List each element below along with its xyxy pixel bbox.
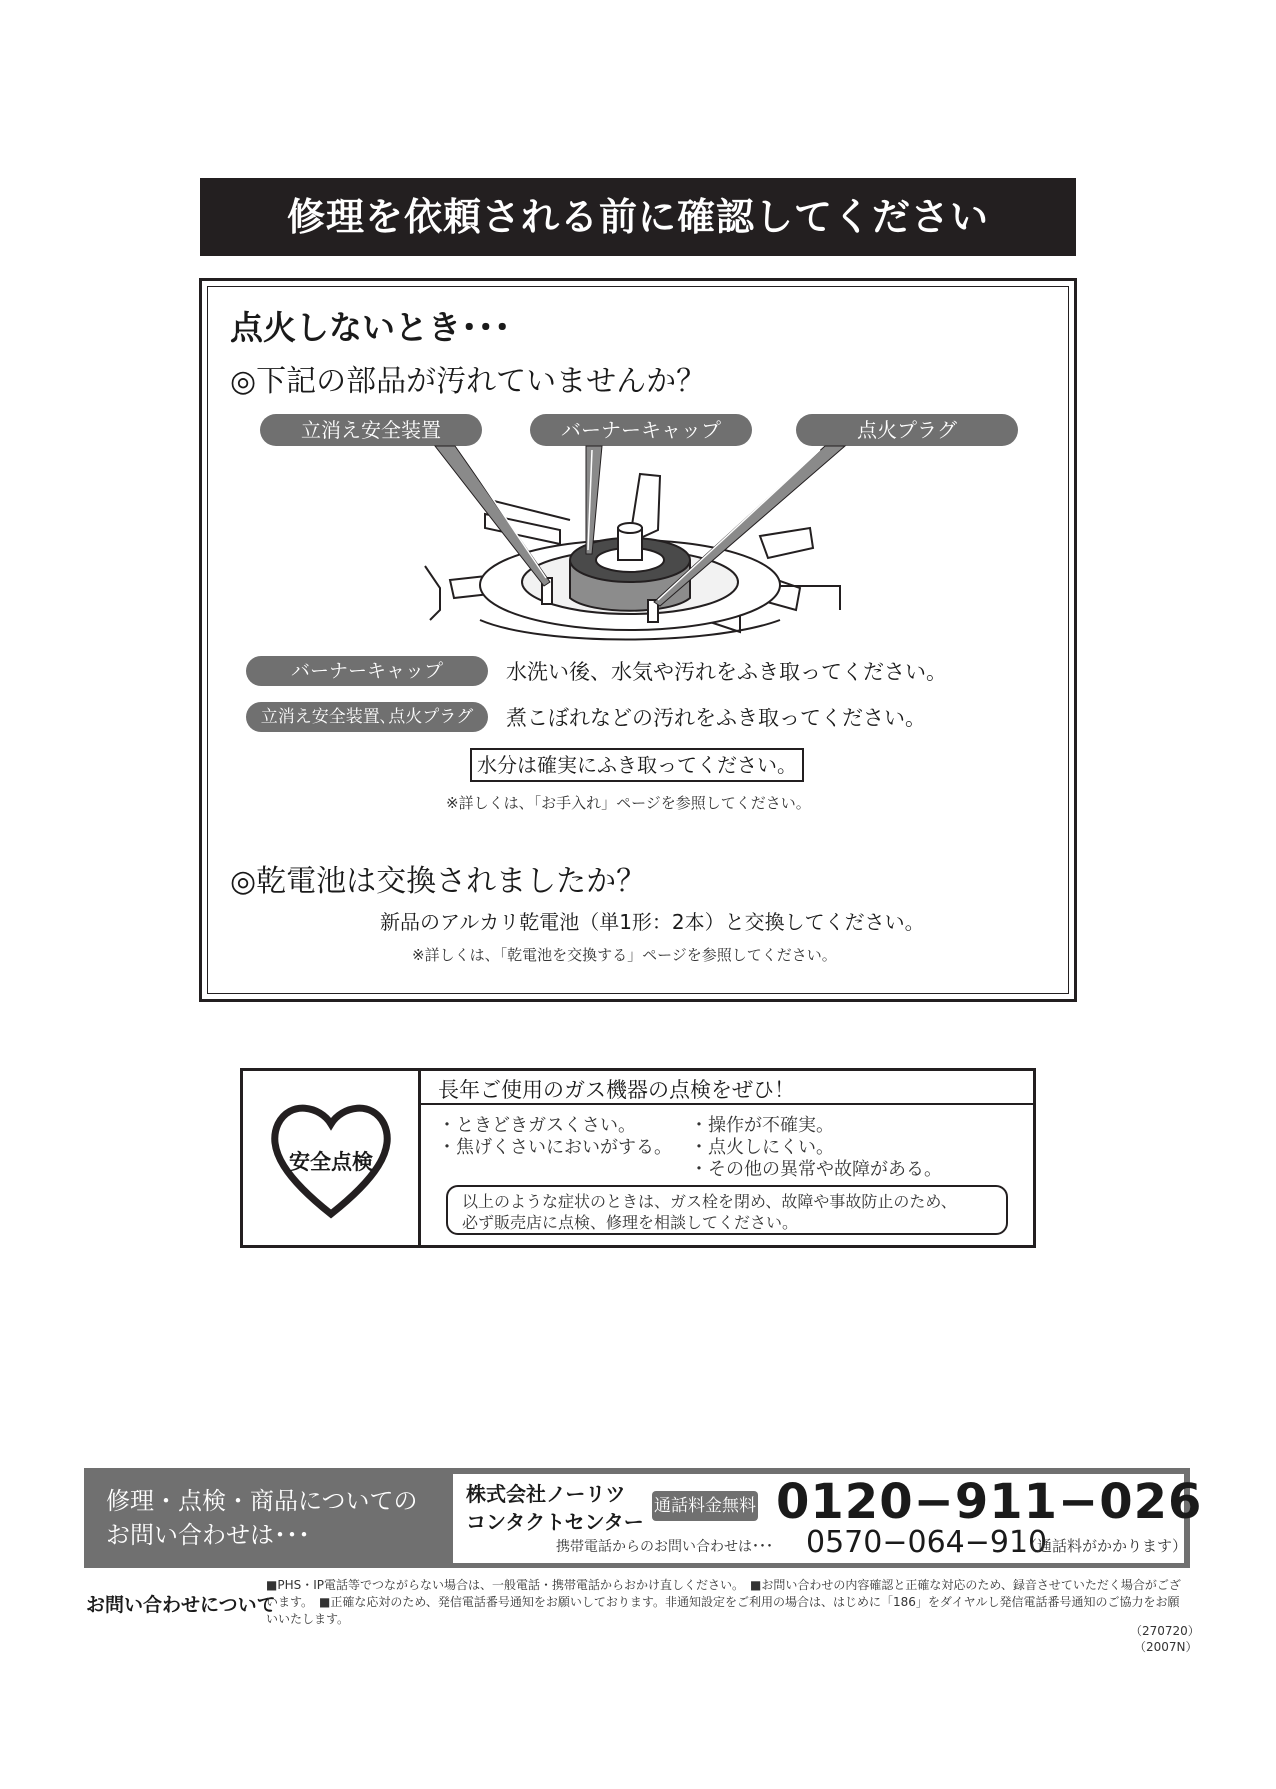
row-label-burner-cap: バーナーキャップ: [246, 656, 488, 686]
symptom-unreliable-operation: ・操作が不確実。: [690, 1115, 834, 1136]
document-code-2: （2007N）: [1134, 1640, 1198, 1654]
contact-heading-line-2: お問い合わせは･･･: [106, 1521, 310, 1549]
battery-instruction: 新品のアルカリ乾電池（単1形：2本）と交換してください。: [380, 910, 925, 934]
mobile-charge-note: （通話料がかかります）: [1022, 1537, 1188, 1555]
row-text-burner-cap: 水洗い後、水気や汚れをふき取ってください。: [506, 660, 947, 684]
safety-advice-box: [446, 1185, 1008, 1235]
no-ignition-heading: 点火しないとき･･･: [230, 308, 511, 347]
company-name-line-1: 株式会社ノーリツ: [466, 1482, 626, 1506]
contact-notes: ■PHS・IP電話等でつながらない場合は、一般電話・携帯電話からおかけ直しください。 ■お問い合わせの内容確認と正確な対応のため、録音させていただく場合がございます。 ■正確な応対のため、発信電話番号通知をお願いしております。非通知設定をご利用の場合は、はじめに「186」をダイヤルし発信電話番号通知のご協力をお願いいたします。: [266, 1578, 1181, 1626]
contact-heading-line-1: 修理・点検・商品についての: [106, 1487, 418, 1515]
document-code-1: （270720）: [1130, 1624, 1200, 1638]
safety-icon-label: 安全点検: [289, 1150, 373, 1174]
callout-burner-cap-label: バーナーキャップ: [561, 418, 721, 442]
callout-flame-safety-label: 立消え安全装置: [301, 418, 441, 442]
contact-about-label: お問い合わせについて: [86, 1594, 276, 1616]
burner-illustration: [240, 410, 1040, 650]
company-name: [466, 1480, 644, 1536]
care-page-note: ※詳しくは、「お手入れ」ページを参照してください。: [446, 794, 811, 812]
page-title: 修理を依頼される前に確認してください: [200, 178, 1076, 256]
callout-ignition-plug-label: 点火プラグ: [857, 418, 957, 442]
moisture-warning-box: 水分は確実にふき取ってください。: [470, 748, 804, 782]
dirty-parts-question: ◎下記の部品が汚れていませんか？: [230, 364, 707, 399]
safety-advice-line-1: 以上のような症状のときは、ガス栓を閉め、故障や事故防止のため、: [462, 1192, 957, 1211]
safety-title: 長年ご使用のガス機器の点検をぜひ！: [438, 1078, 795, 1102]
symptom-hard-ignition: ・点火しにくい。: [690, 1137, 834, 1158]
contact-banner-heading: [106, 1484, 418, 1552]
company-name-line-2: コンタクトセンター: [466, 1510, 644, 1534]
mobile-phone-number[interactable]: 0570−064−910: [806, 1525, 1048, 1560]
symptom-burning-smell: ・焦げくさいにおいがする。: [438, 1137, 672, 1158]
symptom-gas-smell: ・ときどきガスくさい。: [438, 1115, 636, 1136]
toll-free-phone-number[interactable]: 0120−911−026: [776, 1474, 1203, 1530]
symptom-other-fault: ・その他の異常や故障がある。: [690, 1159, 942, 1180]
safety-box-divider: [418, 1071, 421, 1245]
battery-question: ◎乾電池は交換されましたか？: [230, 864, 647, 899]
safety-advice-line-2: 必ず販売店に点検、修理を相談してください。: [462, 1213, 799, 1232]
row-text-safety-plug: 煮こぼれなどの汚れをふき取ってください。: [506, 706, 926, 730]
battery-page-note: ※詳しくは、「乾電池を交換する」ページを参照してください。: [412, 946, 837, 964]
toll-free-badge: 通話料金無料: [652, 1491, 758, 1521]
row-label-safety-plug: 立消え安全装置､点火プラグ: [246, 702, 488, 732]
mobile-contact-label: 携帯電話からのお問い合わせは･･･: [556, 1539, 773, 1555]
